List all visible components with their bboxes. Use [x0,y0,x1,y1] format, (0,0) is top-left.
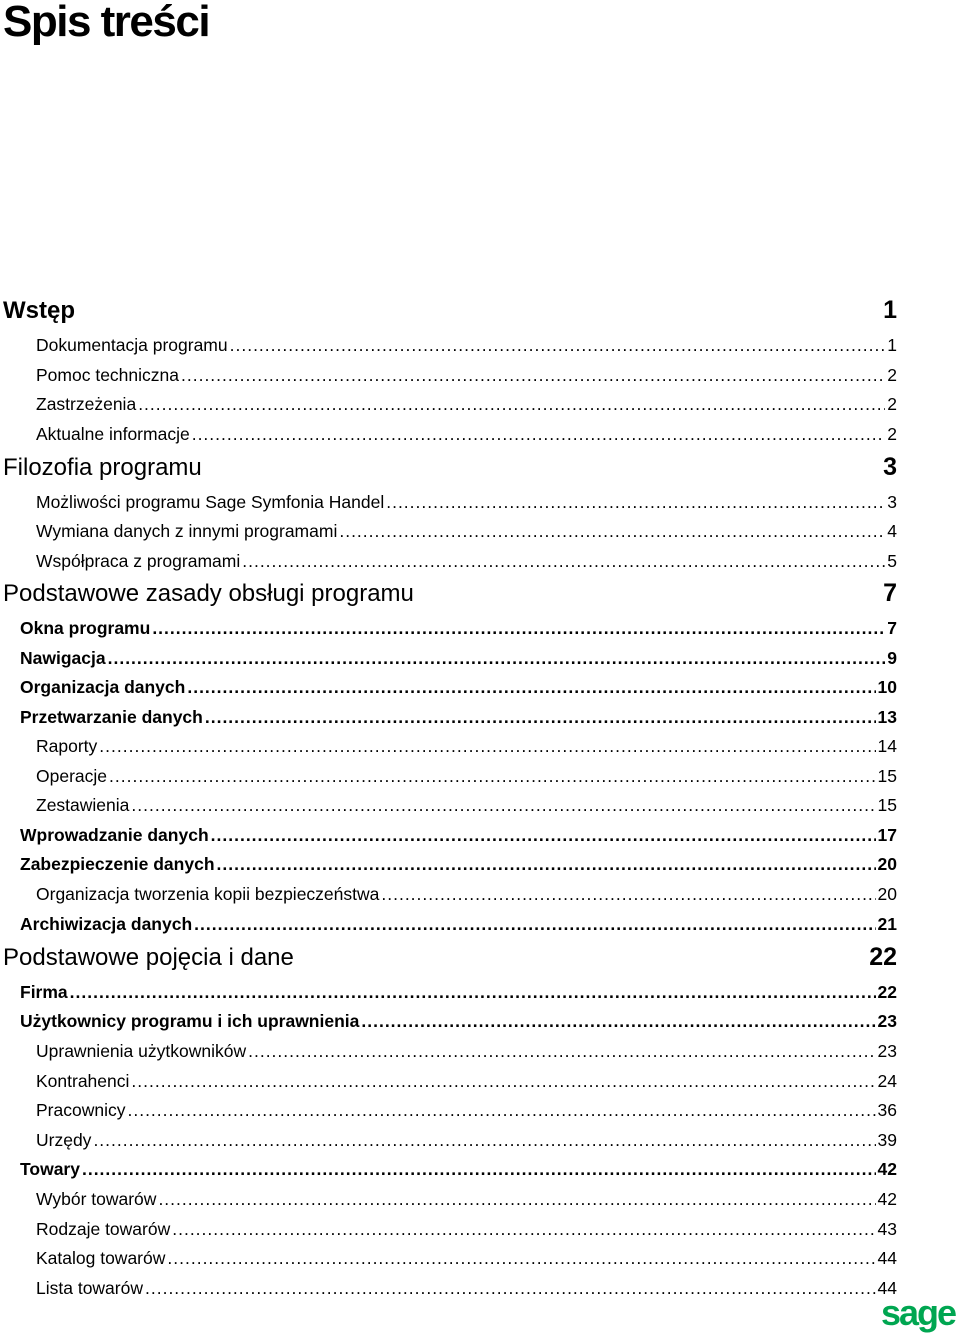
toc-page-number: 2 [887,365,897,385]
toc-entry[interactable] [36,764,897,788]
toc-leader [248,1039,875,1063]
toc-page-number: 7 [887,618,897,638]
toc-leader [99,734,875,758]
toc-entry[interactable] [36,1187,897,1211]
toc-chapter[interactable] [3,452,897,482]
toc-entry[interactable] [20,1009,897,1033]
toc-entry[interactable] [20,705,897,729]
toc-entry[interactable] [36,1217,897,1241]
toc-entry-title: Katalog towarów [36,1248,166,1268]
toc-page-number: 10 [877,677,897,697]
toc-entry-title: Wymiana danych z innymi programami [36,521,338,541]
sage-logo-wordmark: sage [880,1292,956,1333]
toc-leader [192,422,886,446]
toc-entry-title: Wstęp [3,297,75,324]
toc-leader [211,823,876,847]
toc-leader [217,852,876,876]
toc-leader [339,519,885,543]
toc-page-number: 13 [877,707,897,727]
toc-leader [205,705,876,729]
toc-page-number: 23 [877,1041,897,1061]
toc-page-number: 17 [877,825,897,845]
toc-page-number: 1 [887,335,897,355]
toc-leader [181,363,885,387]
toc-leader [187,675,875,699]
toc-entry-title: Aktualne informacje [36,424,190,444]
toc-page-number: 7 [883,579,897,607]
toc-entry[interactable] [36,1069,897,1093]
toc-entry[interactable] [36,882,897,906]
toc-entry[interactable] [36,490,897,514]
toc-leader [158,1187,875,1211]
toc-page-number: 43 [877,1219,897,1239]
toc-page-number: 44 [877,1248,897,1268]
toc-leader [108,646,886,670]
toc-entry[interactable] [36,1128,897,1152]
toc-entry[interactable] [36,1276,897,1300]
toc-leader [381,882,875,906]
toc-entry-title: Raporty [36,736,98,756]
toc-entry-title: Użytkownicy programu i ich uprawnienia [20,1011,360,1031]
toc-entry-title: Zabezpieczenie danych [20,854,215,874]
toc-entry-title: Przetwarzanie danych [20,707,203,727]
toc-entry-title: Uprawnienia użytkowników [36,1041,247,1061]
toc-entry-title: Pomoc techniczna [36,365,179,385]
toc-entry[interactable] [36,1098,897,1122]
toc-leader [194,912,875,936]
toc-leader [361,1009,875,1033]
toc-page-number: 14 [877,736,897,756]
toc-entry[interactable] [20,616,897,640]
toc-leader [230,333,886,357]
toc-leader [138,392,885,416]
toc-chapter[interactable] [3,295,897,325]
toc-page-number: 42 [877,1159,897,1179]
toc-page-number: 4 [887,521,897,541]
toc-leader [131,793,875,817]
toc-leader [70,980,876,1004]
toc-page-number: 3 [883,453,897,481]
toc-leader [172,1217,875,1241]
toc-entry-title: Podstawowe zasady obsługi programu [3,580,414,607]
toc-leader [127,1098,875,1122]
toc-entry[interactable] [20,1157,897,1181]
toc-entry-title: Zastrzeżenia [36,394,137,414]
toc-entry[interactable] [20,912,897,936]
toc-entry[interactable] [20,823,897,847]
toc-leader [93,1128,875,1152]
toc-leader [82,1157,876,1181]
toc-entry-title: Okna programu [20,618,151,638]
toc-entry[interactable] [20,675,897,699]
toc-page-number: 20 [877,884,897,904]
toc-entry[interactable] [36,793,897,817]
toc-entry[interactable] [36,1039,897,1063]
toc-entry-title: Filozofia programu [3,454,202,481]
toc-entry[interactable] [36,422,897,446]
toc-page-number: 23 [877,1011,897,1031]
toc-entry-title: Firma [20,982,68,1002]
toc-page-number: 2 [887,424,897,444]
toc-entry-title: Nawigacja [20,648,106,668]
toc-page-number: 5 [887,551,897,571]
toc-page-number: 36 [877,1100,897,1120]
toc-leader [167,1246,875,1270]
toc-leader [109,764,876,788]
toc-leader [242,549,885,573]
toc-page-number: 15 [877,795,897,815]
toc-entry[interactable] [36,1246,897,1270]
toc-page-number: 39 [877,1130,897,1150]
toc-page-number: 20 [877,854,897,874]
toc-page-number: 1 [883,296,897,324]
toc-entry-title: Archiwizacja danych [20,914,193,934]
toc-entry-title: Lista towarów [36,1278,143,1298]
toc-entry-title: Rodzaje towarów [36,1219,171,1239]
toc-page-number: 44 [877,1278,897,1298]
toc-page-number: 22 [869,943,897,971]
toc-entry-title: Organizacja tworzenia kopii bezpieczeństwa [36,884,380,904]
toc-page-number: 22 [877,982,897,1002]
toc-entry[interactable] [36,734,897,758]
toc-entry[interactable] [20,980,897,1004]
toc-page-number: 3 [887,492,897,512]
toc-entry[interactable] [36,392,897,416]
toc-entry-title: Możliwości programu Sage Symfonia Handel [36,492,385,512]
toc-page-number: 15 [877,766,897,786]
toc-page-number: 21 [877,914,897,934]
page-title: Spis treści [3,0,210,46]
toc-page-number: 42 [877,1189,897,1209]
toc-entry-title: Podstawowe pojęcia i dane [3,944,294,971]
toc-entry-title: Organizacja danych [20,677,186,697]
toc-entry-title: Towary [20,1159,80,1179]
toc-page-number: 2 [887,394,897,414]
toc-entry-title: Pracownicy [36,1100,126,1120]
toc-entry-title: Urzędy [36,1130,92,1150]
toc-entry-title: Dokumentacja programu [36,335,228,355]
toc-leader [152,616,885,640]
toc-chapter[interactable] [3,578,897,608]
toc-page-number: 9 [887,648,897,668]
toc-entry[interactable] [20,646,897,670]
toc-entry[interactable] [20,852,897,876]
toc-entry-title: Wprowadzanie danych [20,825,209,845]
toc-leader [145,1276,876,1300]
toc-chapter[interactable] [3,942,897,972]
sage-logo-icon [880,1292,956,1338]
toc-entry[interactable] [36,549,897,573]
toc-entry[interactable] [36,333,897,357]
toc-entry[interactable] [36,363,897,387]
toc-entry-title: Wybór towarów [36,1189,157,1209]
toc-leader [131,1069,875,1093]
toc-entry[interactable] [36,519,897,543]
toc-leader [386,490,885,514]
toc-entry-title: Kontrahenci [36,1071,130,1091]
toc-entry-title: Operacje [36,766,108,786]
toc-entry-title: Zestawienia [36,795,130,815]
toc-page-number: 24 [877,1071,897,1091]
toc-entry-title: Współpraca z programami [36,551,241,571]
